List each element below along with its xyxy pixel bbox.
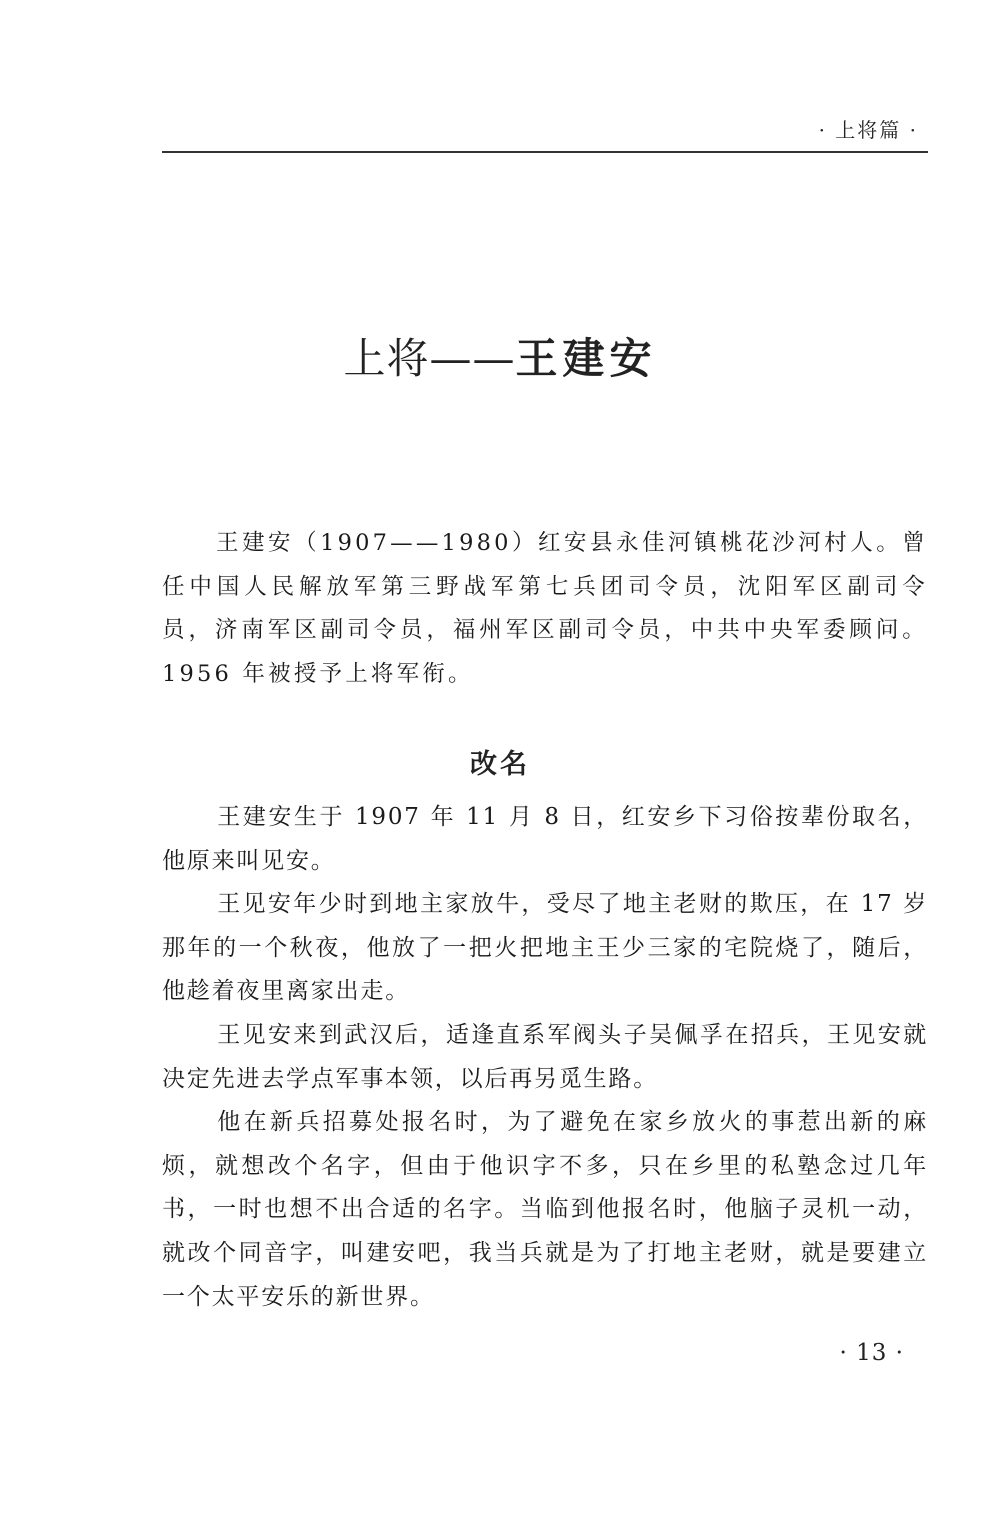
chapter-title-name: 王建安 (515, 334, 657, 383)
body-paragraph: 他在新兵招募处报名时，为了避免在家乡放火的事惹出新的麻烦，就想改个名字，但由于他识字不多，只在乡里的私塾念过几年书，一时也想不出合适的名字。当临到他报名时，他脑子灵机一动，就改个同音字，叫建安吧，我当兵就是为了打地主老财，就是要建立一个太平安乐的新世界。 (162, 1109, 928, 1310)
section-body (162, 796, 928, 1319)
body-paragraph: 王见安年少时到地主家放牛，受尽了地主老财的欺压，在 17 岁那年的一个秋夜，他放了一把火把地主王少三家的宅院烧了，随后，他趁着夜里离家出走。 (162, 891, 928, 1005)
biography-intro: 王建安（1907——1980）红安县永佳河镇桃花沙河村人。曾任中国人民解放军第三野战军第七兵团司令员，沈阳军区副司令员，济南军区副司令员，福州军区副司令员，中共中央军委顾问。1956 年被授予上将军衔。 (162, 530, 928, 687)
chapter-title (0, 326, 1000, 386)
page-number: · 13 · (839, 1340, 904, 1366)
body-paragraph: 王见安来到武汉后，适逢直系军阀头子吴佩孚在招兵，王见安就决定先进去学点军事本领，以后再另觅生路。 (162, 1021, 928, 1092)
chapter-title-prefix: 上将—— (343, 334, 516, 383)
header-rule (162, 151, 928, 153)
body-paragraph: 王建安生于 1907 年 11 月 8 日，红安乡下习俗按辈份取名，他原来叫见安。 (162, 804, 928, 874)
section-title: 改名 (470, 749, 530, 780)
running-header: · 上将篇 · (818, 118, 918, 142)
